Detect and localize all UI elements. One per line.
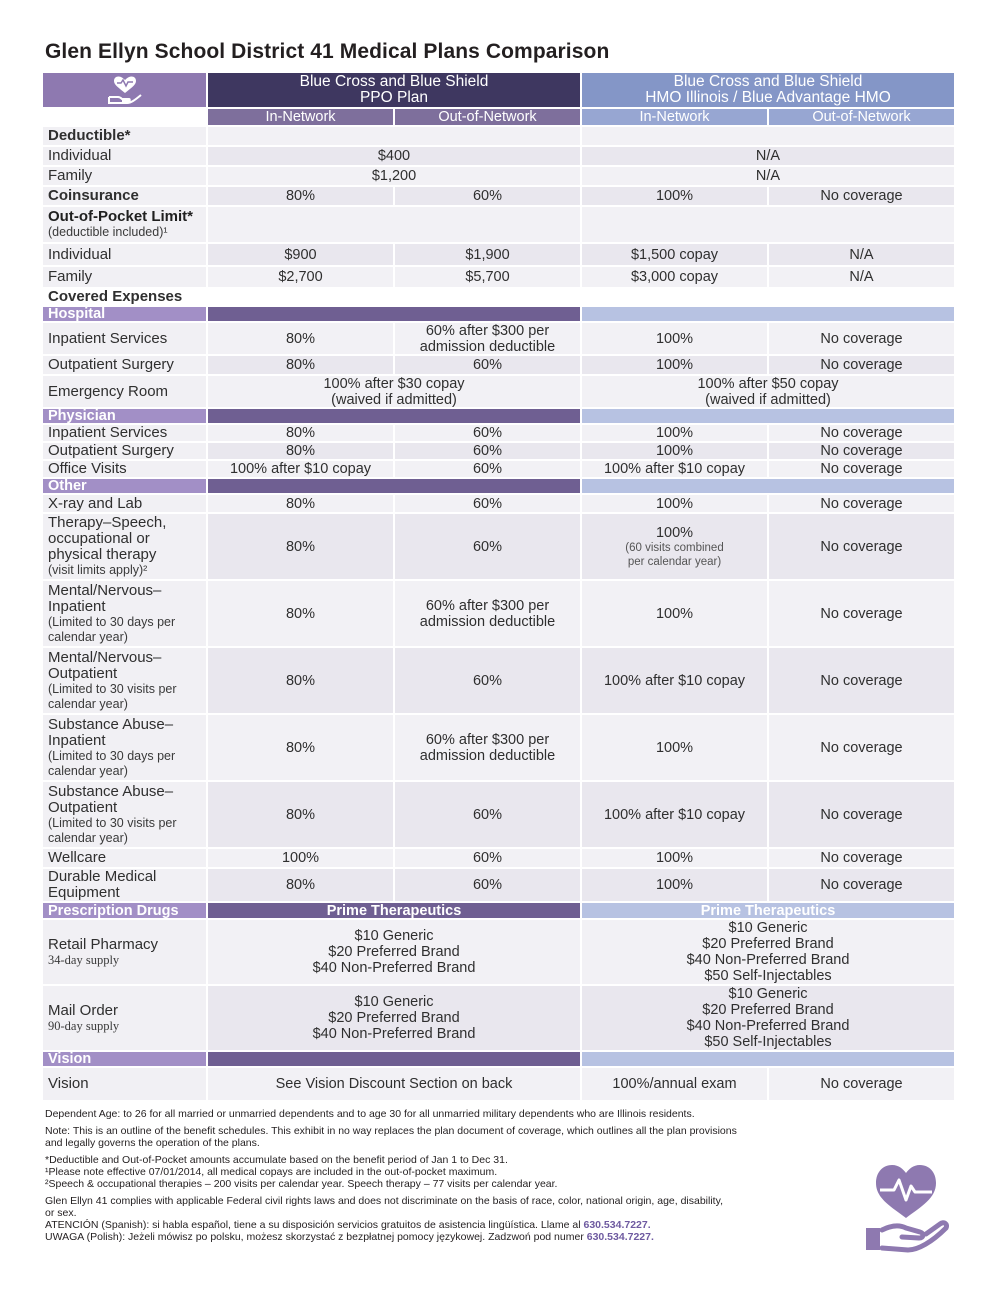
wellcare-hmo-out: No coverage — [769, 849, 956, 869]
hospital-inpatient-ppo-out: 60% after $300 per admission deductible — [395, 323, 582, 356]
hospital-section-hmo — [582, 307, 956, 323]
plans-comparison-table — [43, 73, 956, 1102]
sa-inpatient-hmo-out: No coverage — [769, 715, 956, 782]
coinsurance-hmo-out: No coverage — [769, 187, 956, 207]
hospital-inpatient-label: Inpatient Services — [43, 323, 208, 356]
rx-retail-ppo: $10 Generic $20 Preferred Brand $40 Non-Preferred Brand — [208, 920, 582, 986]
mn-outpatient-hmo-in: 100% after $10 copay — [582, 648, 769, 715]
heart-hand-icon — [105, 75, 145, 105]
physician-inpatient-hmo-out: No coverage — [769, 425, 956, 443]
hospital-inpatient-ppo-in: 80% — [208, 323, 395, 356]
vision-row-label: Vision — [43, 1068, 208, 1102]
subheader-blank — [43, 109, 208, 127]
coinsurance-label: Coinsurance — [43, 187, 208, 207]
physician-outpatient-ppo-in: 80% — [208, 443, 395, 461]
physician-section-label: Physician — [43, 409, 208, 425]
ppo-plan-header: Blue Cross and Blue Shield PPO Plan — [208, 73, 582, 109]
deductible-family-hmo: N/A — [582, 167, 956, 187]
mn-outpatient-ppo-out: 60% — [395, 648, 582, 715]
oop-family-ppo-out: $5,700 — [395, 267, 582, 289]
phone-link-spanish[interactable]: 630.534.7227. — [583, 1219, 651, 1231]
oop-individual-ppo-out: $1,900 — [395, 244, 582, 267]
sa-inpatient-ppo-out: 60% after $300 per admission deductible — [395, 715, 582, 782]
rx-mail-ppo: $10 Generic $20 Preferred Brand $40 Non-Preferred Brand — [208, 986, 582, 1052]
physician-section-ppo — [208, 409, 582, 425]
physician-inpatient-ppo-in: 80% — [208, 425, 395, 443]
coinsurance-hmo-in: 100% — [582, 187, 769, 207]
mn-outpatient-label: Mental/Nervous– Outpatient (Limited to 30 visits per calendar year) — [43, 648, 208, 715]
deductible-individual-hmo: N/A — [582, 147, 956, 167]
physician-inpatient-ppo-out: 60% — [395, 425, 582, 443]
ppo-in-network-header: In-Network — [208, 109, 395, 127]
physician-outpatient-ppo-out: 60% — [395, 443, 582, 461]
rx-ppo-name: Prime Therapeutics — [208, 903, 582, 920]
xray-hmo-in: 100% — [582, 495, 769, 514]
physician-outpatient-hmo-in: 100% — [582, 443, 769, 461]
sa-inpatient-hmo-in: 100% — [582, 715, 769, 782]
vision-hmo-in: 100%/annual exam — [582, 1068, 769, 1102]
oop-individual-label: Individual — [43, 244, 208, 267]
deductible-family-label: Family — [43, 167, 208, 187]
heart-hand-logo-icon — [862, 1158, 950, 1254]
physician-inpatient-label: Inpatient Services — [43, 425, 208, 443]
phone-link-polish[interactable]: 630.534.7227. — [586, 1231, 654, 1243]
physician-office-hmo-out: No coverage — [769, 461, 956, 479]
therapy-label: Therapy–Speech, occupational or physical therapy (visit limits apply)² — [43, 514, 208, 581]
note-civil-rights: Glen Ellyn 41 complies with applicable Federal civil rights laws and does not discriminate on the basis of race, color, national origin, age, disability, — [45, 1195, 723, 1207]
physician-office-ppo-out: 60% — [395, 461, 582, 479]
rx-hmo-name: Prime Therapeutics — [582, 903, 956, 920]
er-label: Emergency Room — [43, 376, 208, 409]
vision-ppo: See Vision Discount Section on back — [208, 1068, 582, 1102]
wellcare-hmo-in: 100% — [582, 849, 769, 869]
rx-mail-hmo: $10 Generic $20 Preferred Brand $40 Non-Preferred Brand $50 Self-Injectables — [582, 986, 956, 1052]
hospital-outpatient-ppo-in: 80% — [208, 356, 395, 376]
er-hmo: 100% after $50 copay (waived if admitted) — [582, 376, 956, 409]
ppo-out-network-header: Out-of-Network — [395, 109, 582, 127]
physician-office-label: Office Visits — [43, 461, 208, 479]
note-outline-cont: and legally governs the operation of the plans. — [45, 1137, 260, 1149]
other-section-ppo — [208, 479, 582, 495]
therapy-hmo-out: No coverage — [769, 514, 956, 581]
xray-hmo-out: No coverage — [769, 495, 956, 514]
other-section-hmo — [582, 479, 956, 495]
cell — [208, 289, 956, 307]
therapy-ppo-in: 80% — [208, 514, 395, 581]
mn-inpatient-ppo-in: 80% — [208, 581, 395, 648]
mn-outpatient-hmo-out: No coverage — [769, 648, 956, 715]
physician-outpatient-hmo-out: No coverage — [769, 443, 956, 461]
other-section-label: Other — [43, 479, 208, 495]
hospital-outpatient-label: Outpatient Surgery — [43, 356, 208, 376]
sa-inpatient-label: Substance Abuse– Inpatient (Limited to 30 days per calendar year) — [43, 715, 208, 782]
hospital-outpatient-ppo-out: 60% — [395, 356, 582, 376]
note-outline: Note: This is an outline of the benefit schedules. This exhibit in no way replaces the plan document of coverage, which outlines all the plan provisions — [45, 1125, 737, 1137]
cell — [582, 207, 956, 244]
hmo-out-network-header: Out-of-Network — [769, 109, 956, 127]
xray-ppo-out: 60% — [395, 495, 582, 514]
coinsurance-ppo-out: 60% — [395, 187, 582, 207]
dme-ppo-in: 80% — [208, 869, 395, 903]
physician-section-hmo — [582, 409, 956, 425]
mn-inpatient-hmo-out: No coverage — [769, 581, 956, 648]
mn-inpatient-label: Mental/Nervous– Inpatient (Limited to 30 days per calendar year) — [43, 581, 208, 648]
sa-outpatient-ppo-out: 60% — [395, 782, 582, 849]
sa-outpatient-label: Substance Abuse– Outpatient (Limited to 30 visits per calendar year) — [43, 782, 208, 849]
dme-hmo-in: 100% — [582, 869, 769, 903]
oop-label: Out-of-Pocket Limit* (deductible included)¹ — [43, 207, 208, 244]
wellcare-ppo-out: 60% — [395, 849, 582, 869]
covered-expenses-label: Covered Expenses — [43, 289, 208, 307]
oop-individual-hmo-in: $1,500 copay — [582, 244, 769, 267]
sa-inpatient-ppo-in: 80% — [208, 715, 395, 782]
dme-label: Durable Medical Equipment — [43, 869, 208, 903]
physician-outpatient-label: Outpatient Surgery — [43, 443, 208, 461]
mn-inpatient-hmo-in: 100% — [582, 581, 769, 648]
dme-ppo-out: 60% — [395, 869, 582, 903]
mn-inpatient-ppo-out: 60% after $300 per admission deductible — [395, 581, 582, 648]
rx-mail-label: Mail Order 90-day supply — [43, 986, 208, 1052]
note-spanish: ATENCIÓN (Spanish): si habla español, tiene a su disposición servicios gratuitos de asistencia lingüística. Llame al 630.534.7227. — [45, 1219, 651, 1231]
mn-outpatient-ppo-in: 80% — [208, 648, 395, 715]
hospital-inpatient-hmo-out: No coverage — [769, 323, 956, 356]
physician-office-hmo-in: 100% after $10 copay — [582, 461, 769, 479]
oop-individual-ppo-in: $900 — [208, 244, 395, 267]
rx-retail-label: Retail Pharmacy 34-day supply — [43, 920, 208, 986]
wellcare-ppo-in: 100% — [208, 849, 395, 869]
sa-outpatient-hmo-out: No coverage — [769, 782, 956, 849]
xray-label: X-ray and Lab — [43, 495, 208, 514]
vision-section-ppo — [208, 1052, 582, 1068]
sa-outpatient-hmo-in: 100% after $10 copay — [582, 782, 769, 849]
note-dependent-age: Dependent Age: to 26 for all married or unmarried dependents and to age 30 for all unmarried military dependents who are Illinois residents. — [45, 1108, 695, 1120]
hospital-outpatient-hmo-out: No coverage — [769, 356, 956, 376]
header-icon-cell — [43, 73, 208, 109]
note-civil-rights-cont: or sex. — [45, 1207, 77, 1219]
coinsurance-ppo-in: 80% — [208, 187, 395, 207]
deductible-individual-ppo: $400 — [208, 147, 582, 167]
note-copays: ¹Please note effective 07/01/2014, all medical copays are included in the out-of-pocket maximum. — [45, 1166, 498, 1178]
hospital-section-label: Hospital — [43, 307, 208, 323]
therapy-ppo-out: 60% — [395, 514, 582, 581]
hmo-in-network-header: In-Network — [582, 109, 769, 127]
oop-family-label: Family — [43, 267, 208, 289]
hmo-plan-header: Blue Cross and Blue Shield HMO Illinois / Blue Advantage HMO — [582, 73, 956, 109]
cell — [208, 127, 582, 147]
vision-hmo-out: No coverage — [769, 1068, 956, 1102]
hospital-section-ppo — [208, 307, 582, 323]
deductible-individual-label: Individual — [43, 147, 208, 167]
note-polish: UWAGA (Polish): Jeżeli mówisz po polsku, możesz skorzystać z bezpłatnej pomocy językowej. Zadzwoń pod numer 630.534.7227. — [45, 1231, 654, 1243]
physician-office-ppo-in: 100% after $10 copay — [208, 461, 395, 479]
hospital-inpatient-hmo-in: 100% — [582, 323, 769, 356]
vision-section-label: Vision — [43, 1052, 208, 1068]
rx-section-label: Prescription Drugs — [43, 903, 208, 920]
xray-ppo-in: 80% — [208, 495, 395, 514]
wellcare-label: Wellcare — [43, 849, 208, 869]
page-title: Glen Ellyn School District 41 Medical Plans Comparison — [45, 40, 610, 63]
cell — [208, 207, 582, 244]
physician-inpatient-hmo-in: 100% — [582, 425, 769, 443]
oop-family-hmo-in: $3,000 copay — [582, 267, 769, 289]
hospital-outpatient-hmo-in: 100% — [582, 356, 769, 376]
dme-hmo-out: No coverage — [769, 869, 956, 903]
note-deductible: *Deductible and Out-of-Pocket amounts accumulate based on the benefit period of Jan 1 to Dec 31. — [45, 1154, 508, 1166]
oop-family-hmo-out: N/A — [769, 267, 956, 289]
footnotes — [45, 1108, 845, 1243]
deductible-family-ppo: $1,200 — [208, 167, 582, 187]
oop-individual-hmo-out: N/A — [769, 244, 956, 267]
deductible-label: Deductible* — [43, 127, 208, 147]
rx-retail-hmo: $10 Generic $20 Preferred Brand $40 Non-Preferred Brand $50 Self-Injectables — [582, 920, 956, 986]
therapy-hmo-in: 100% (60 visits combined per calendar year) — [582, 514, 769, 581]
cell — [582, 127, 956, 147]
sa-outpatient-ppo-in: 80% — [208, 782, 395, 849]
oop-family-ppo-in: $2,700 — [208, 267, 395, 289]
vision-section-hmo — [582, 1052, 956, 1068]
note-therapy: ²Speech & occupational therapies – 200 visits per calendar year. Speech therapy – 77 visits per calendar year. — [45, 1178, 558, 1190]
er-ppo: 100% after $30 copay (waived if admitted) — [208, 376, 582, 409]
